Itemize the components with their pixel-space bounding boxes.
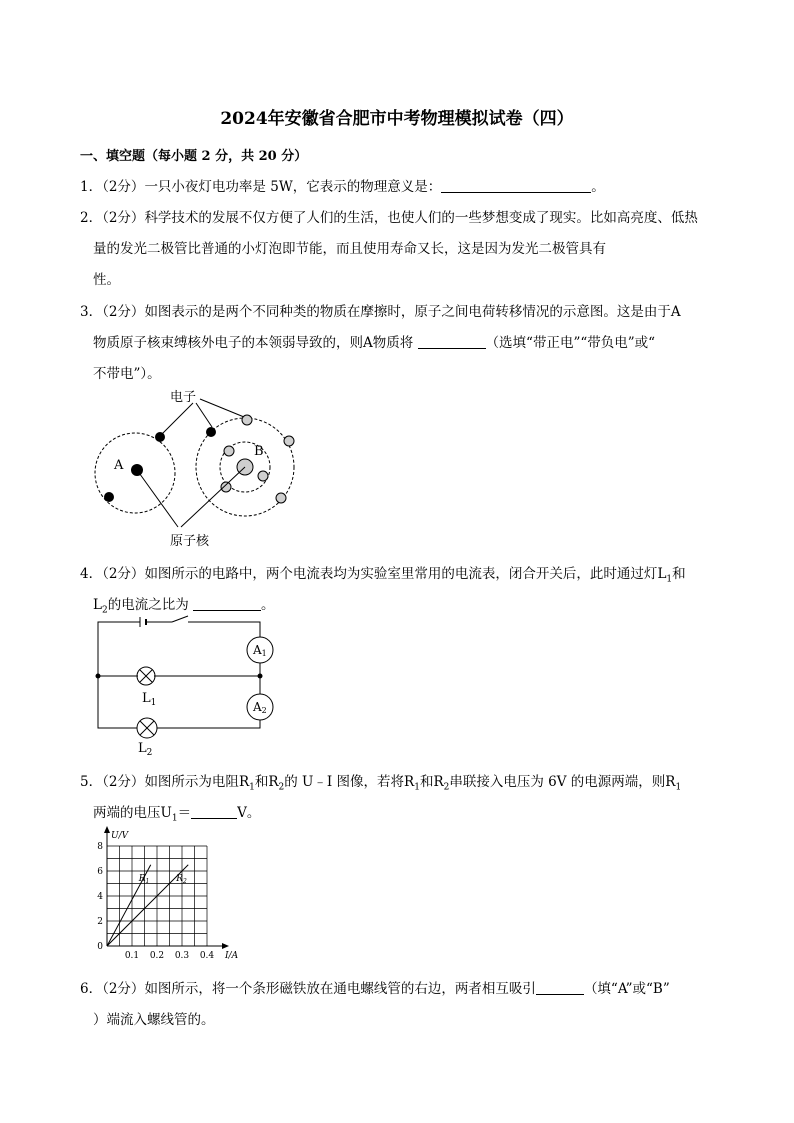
u-i-graph: [88, 826, 248, 962]
electron: [258, 471, 268, 481]
electron: [104, 492, 114, 502]
electron: [221, 482, 231, 492]
question-number: 4．: [80, 566, 103, 582]
atom-b-label: B: [254, 444, 264, 459]
question-text: 如图表示的是两个不同种类的物质在摩擦时，原子之间电荷转移情况的示意图。这是由于A: [144, 304, 681, 320]
question-4-line-2: $L_2$的电流之比为 。: [93, 597, 275, 616]
question-score: （2分）: [102, 210, 145, 226]
question-5: 5．（2分）如图所示为电阻$R_1$和$R_2$的 U﹣I 图像，若将$R_1$和$R_2$串联接入电压为 6V 的电源两端，则$R_1$: [80, 774, 682, 793]
question-number: 6．: [80, 981, 103, 997]
question-text: ）端流入螺线管的。: [93, 1012, 215, 1028]
question-text: 如图所示的电路中，两个电流表均为实验室里常用的电流表，闭合开关后，此时通过灯: [144, 566, 658, 582]
x-tick-label: 0.2: [149, 951, 165, 961]
x-tick-label: 0.3: [174, 951, 190, 961]
atom-diagram: [90, 385, 320, 555]
y-tick-label: 0: [97, 942, 103, 952]
circuit-diagram: [90, 614, 290, 764]
electron: [155, 432, 165, 442]
nucleus-label: 原子核: [170, 534, 210, 549]
y-axis-label: U/V: [111, 831, 129, 841]
answer-blank[interactable]: [191, 805, 237, 820]
question-5-line-2: 两端的电压$U_1= V$。: [93, 805, 261, 824]
question-1: 1．（2分）一只小夜灯电功率是 5W，它表示的物理意义是： 。: [80, 179, 605, 195]
question-2: [80, 206, 698, 226]
x-tick-label: 0.4: [199, 951, 215, 961]
series-label-r1: $R_1$: [138, 873, 150, 885]
question-4: 4．（2分）如图所示的电路中，两个电流表均为实验室里常用的电流表，闭合开关后，此时通过灯$L_1$和: [80, 566, 686, 585]
series-label-r2: $R_2$: [176, 873, 187, 885]
question-text: 不带电”）。: [93, 366, 161, 382]
question-3-line-2: 物质原子核束缚核外电子的本领弱导致的，则A物质将 （选填“带正电”“带负电”或“: [93, 335, 656, 351]
electron: [224, 446, 234, 456]
switch[interactable]: [172, 616, 188, 622]
y-tick-label: 2: [97, 917, 103, 927]
question-text: 性。: [93, 272, 120, 288]
exam-title: 2024年安徽省合肥市中考物理模拟试卷（四）: [220, 109, 574, 129]
question-text: 量的发光二极管比普通的小灯泡即节能，而且使用寿命又长，这是因为发光二极管具有: [93, 241, 606, 257]
x-tick-label: 0.1: [124, 951, 140, 961]
question-number: 5．: [80, 774, 103, 790]
question-6: 6．（2分）如图所示，将一个条形磁铁放在通电螺线管的右边，两者相互吸引 （填“A”或“B”: [80, 981, 670, 997]
lamp-l1-label: $L_1$: [142, 691, 157, 708]
electron: [242, 415, 252, 425]
answer-blank[interactable]: [193, 597, 261, 612]
question-number: 1．: [80, 179, 103, 195]
atom-a-label: A: [114, 458, 124, 473]
y-tick-label: 4: [97, 892, 103, 902]
question-score: （2分）: [102, 774, 145, 790]
lamp-l2-label: $L_2$: [138, 741, 153, 758]
ammeter-a2-label: A2: [253, 700, 267, 715]
electron: [284, 436, 294, 446]
y-axis-arrow: [104, 826, 110, 833]
ammeter-a1-label: A1: [253, 643, 267, 658]
answer-blank[interactable]: [536, 981, 584, 996]
answer-blank[interactable]: [441, 179, 591, 194]
y-tick-label: 6: [97, 867, 103, 877]
electron: [276, 493, 286, 503]
answer-blank[interactable]: [418, 335, 486, 350]
x-axis-label: I/A: [225, 951, 239, 961]
question-3: [80, 300, 681, 320]
y-tick-label: 8: [97, 842, 103, 852]
question-text: 一只小夜灯电功率是 5W，它表示的物理意义是：: [144, 179, 442, 195]
question-score: （2分）: [102, 566, 145, 582]
x-axis-arrow: [222, 943, 229, 949]
question-text: 科学技术的发展不仅方便了人们的生活，也使人们的一些梦想变成了现实。比如高亮度、低热: [144, 210, 698, 226]
question-score: （2分）: [102, 981, 145, 997]
electron-label: 电子: [170, 390, 197, 405]
question-number: 2．: [80, 210, 103, 226]
question-score: （2分）: [102, 304, 145, 320]
electron: [206, 427, 216, 437]
question-score: （2分）: [102, 179, 145, 195]
question-number: 3．: [80, 304, 103, 320]
section-heading: 一、填空题（每小题 2 分，共 20 分）: [80, 149, 308, 164]
